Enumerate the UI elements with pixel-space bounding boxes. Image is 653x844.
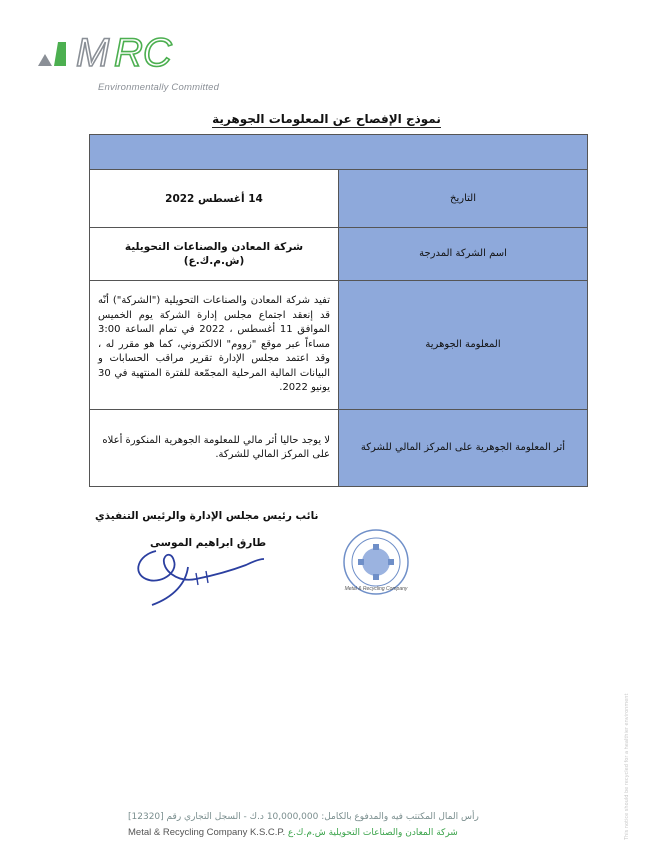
document-title: نموذج الإفصاح عن المعلومات الجوهرية (212, 112, 441, 126)
table-header-cell (90, 135, 588, 170)
footer-company-line (128, 827, 458, 838)
disclosure-table (89, 134, 588, 487)
logo-mark-green-shape (54, 42, 66, 66)
table-row-financial-impact (90, 410, 588, 487)
seal-text: Metal & Recycling Company (344, 586, 408, 592)
company-value: شركة المعادن والصناعات التحويلية (ش.م.ك.ع) (90, 228, 339, 281)
date-label: التاريخ (339, 170, 588, 228)
logo-text-accent: RC (114, 31, 172, 75)
table-row-date (90, 170, 588, 228)
side-recycle-note: This notice should be recycled for a healthier environment (624, 693, 630, 840)
financial-impact-value: لا يوجد حاليا أثر مالي للمعلومة الجوهرية المنكورة أعلاه على المركز المالي للشركة. (90, 410, 339, 487)
table-row-material-info (90, 281, 588, 410)
footer-capital-line: رأس المال المكتتب فيه والمدفوع بالكامل: 10,000,000 د.ك - السجل التجاري رقم [12320] (128, 812, 479, 822)
table-header-row (90, 135, 588, 170)
date-value: 14 أغسطس 2022 (90, 170, 339, 228)
material-info-value: تفيد شركة المعادن والصناعات التحويلية ("الشركة") أنّه قد إنعقد اجتماع مجلس إدارة الشركة يوم الخميس الموافق 11 أغسطس ، 2022 في تمام الساعة 3:00 مساءاً عبر موقع "زووم" الالكتروني، كما هو مقرر له ، وقد اعتمد مجلس الإدارة تقرير مراقب الحسابات و البيانات المالية المرحلية المجمّعة للفترة المنتهية في 30 يونيو 2022. (90, 281, 339, 410)
handwritten-signature (126, 543, 266, 607)
footer-company-en: Metal & Recycling Company K.S.C.P. (128, 827, 286, 838)
company-seal (330, 522, 426, 598)
footer-company-ar: شركة المعادن والصناعات التحويلية ش.م.ك.ع (287, 828, 458, 838)
signatory-title: نائب رئيس مجلس الإدارة والرئيس التنفيذي (95, 510, 319, 522)
logo-text: M (76, 31, 112, 75)
signatory-name: طارق ابراهيم الموسى (150, 537, 267, 549)
logo-tagline: Environmentally Committed (98, 82, 220, 93)
logo-mark-gray-triangle (38, 54, 52, 66)
table-row-company (90, 228, 588, 281)
material-info-label: المعلومة الجوهرية (339, 281, 588, 410)
company-label: اسم الشركة المدرجة (339, 228, 588, 281)
financial-impact-label: أثر المعلومة الجوهرية على المركز المالي للشركة (339, 410, 588, 487)
